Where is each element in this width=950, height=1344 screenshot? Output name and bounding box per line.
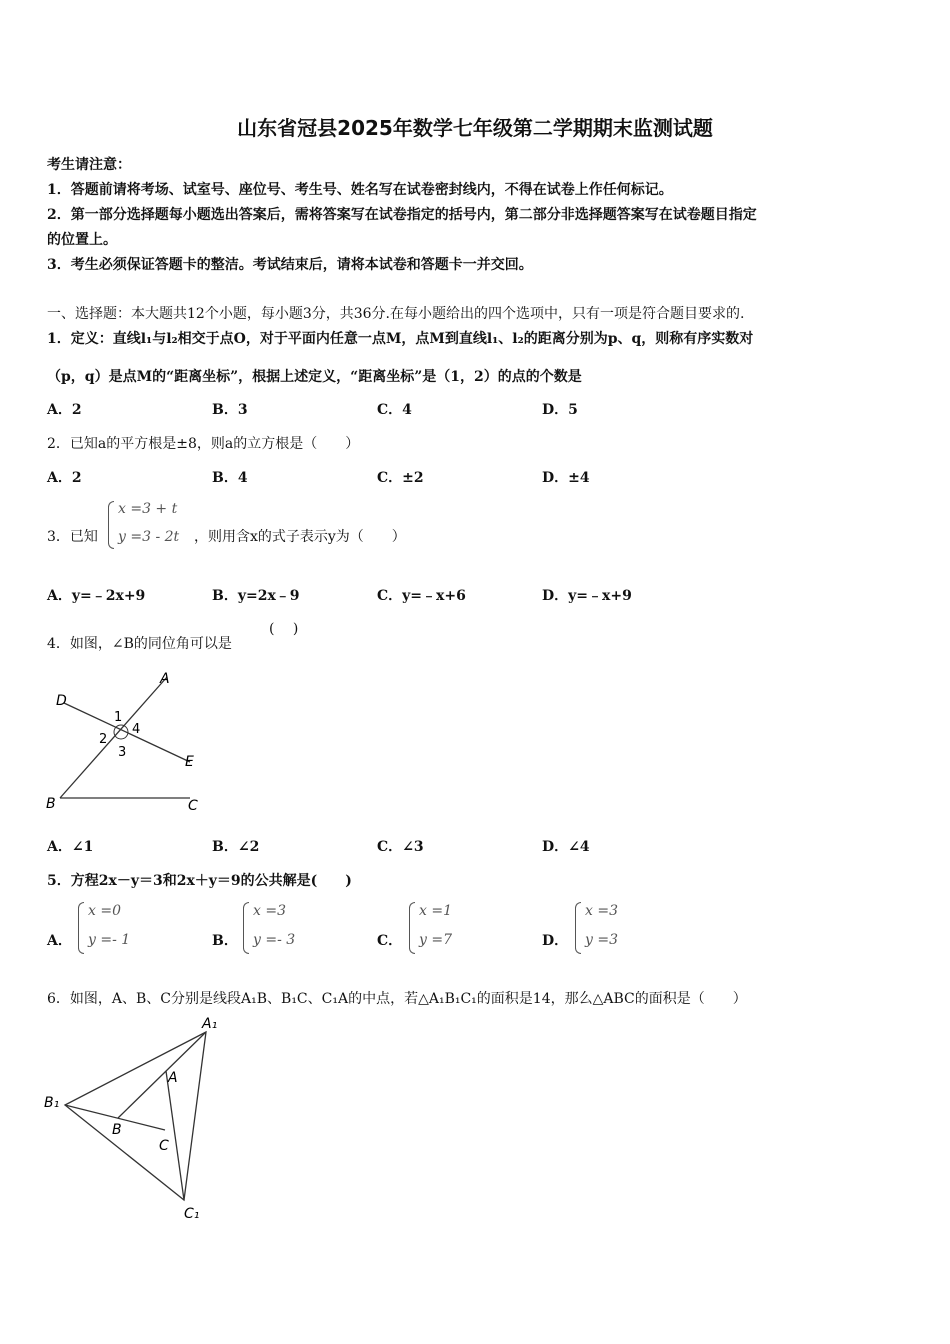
question-3-equation-system [108, 499, 188, 551]
line-ba [60, 677, 167, 798]
question-4-option-d: D．∠4 [542, 839, 590, 855]
brace-icon [409, 902, 415, 954]
equation-line: y =7 [419, 932, 452, 948]
brace-icon [108, 501, 114, 549]
figure-label: E [185, 754, 194, 770]
figure-label: C [159, 1138, 169, 1154]
question-5-option-a-system [78, 900, 158, 956]
question-5-option-c-system [409, 900, 489, 956]
question-1-option-c: C．4 [377, 402, 412, 418]
figure-label: 4 [132, 722, 141, 737]
brace-icon [78, 902, 84, 954]
question-4-option-b: B．∠2 [212, 839, 260, 855]
question-4-figure [40, 665, 220, 820]
question-1-option-d: D．5 [542, 402, 578, 418]
question-1-text: 1．定义：直线l₁与l₂相交于点O，对于平面内任意一点M，点M到直线l₁、l₂的距离分别为p、q，则称有序实数对 [47, 331, 754, 347]
figure-label: C [188, 798, 198, 814]
question-3-prefix: 3．已知 [47, 529, 98, 545]
equation-line: y =- 3 [253, 932, 296, 948]
notice-item: 3．考生必须保证答题卡的整洁。考试结束后，请将本试卷和答题卡一并交回。 [47, 257, 533, 273]
equation-line: x =0 [88, 903, 121, 919]
question-3-option-c: C．y=﹣x+6 [377, 588, 466, 604]
question-3-option-b: B．y=2x﹣9 [212, 588, 300, 604]
question-4-text: 4．如图，∠B的同位角可以是 [47, 636, 232, 652]
figure-label: B [46, 796, 56, 812]
figure-label: 1 [114, 710, 123, 725]
segment-c1a [166, 1071, 184, 1200]
question-2-text: 2．已知a的平方根是±8，则a的立方根是（ ） [47, 436, 360, 452]
question-6-figure [40, 1012, 240, 1227]
equation-line: y =- 1 [88, 932, 131, 948]
question-3-option-a: A．y=﹣2x+9 [47, 588, 146, 604]
equation-line: x =3 + t [118, 501, 178, 517]
notice-heading: 考生请注意： [47, 157, 131, 173]
question-2-option-d: D．±4 [542, 470, 590, 486]
figure-label: 3 [118, 745, 127, 760]
question-2-option-a: A．2 [47, 470, 82, 486]
question-5-option-b-label: B． [212, 933, 238, 949]
page-title: 山东省冠县2025年数学七年级第二学期期末监测试题 [237, 116, 713, 140]
figure-label: A [168, 1070, 178, 1086]
equation-line: x =1 [419, 903, 452, 919]
equation-line: y =3 - 2t [118, 529, 180, 545]
question-1-option-b: B．3 [212, 402, 248, 418]
notice-item: 2．第一部分选择题每小题选出答案后，需将答案写在试卷指定的括号内，第二部分非选择题答案写在试卷题目指定 [47, 207, 757, 223]
figure-label: A₁ [202, 1016, 218, 1032]
question-6-text: 6．如图，A、B、C分别是线段A₁B、B₁C、C₁A的中点，若△A₁B₁C₁的面积是14，那么△ABC的面积是（ ） [47, 991, 747, 1007]
line-de [64, 703, 190, 762]
equation-line: x =3 [585, 903, 618, 919]
question-3-option-d: D．y=﹣x+9 [542, 588, 632, 604]
question-4-paren: ( ) [269, 621, 299, 637]
figure-label: B [112, 1122, 122, 1138]
figure-label: A [160, 671, 170, 687]
brace-icon [243, 902, 249, 954]
equation-line: x =3 [253, 903, 286, 919]
question-1-text: （p，q）是点M的“距离坐标”，根据上述定义，“距离坐标”是（1，2）的点的个数是 [47, 369, 582, 385]
brace-icon [575, 902, 581, 954]
question-1-option-a: A．2 [47, 402, 82, 418]
question-5-option-a-label: A． [47, 933, 72, 949]
figure-label: C₁ [184, 1206, 200, 1222]
section-heading: 一、选择题：本大题共12个小题，每小题3分，共36分.在每小题给出的四个选项中，只有一项是符合题目要求的. [47, 306, 745, 322]
figure-label: 2 [99, 732, 108, 747]
question-5-option-d-label: D． [542, 933, 569, 949]
equation-line: y =3 [585, 932, 618, 948]
question-5-text: 5．方程2x－y＝3和2x＋y＝9的公共解是( ) [47, 873, 352, 889]
question-5-option-b-system [243, 900, 323, 956]
question-2-option-c: C．±2 [377, 470, 424, 486]
triangle-a1b1c1 [65, 1032, 206, 1200]
question-4-option-c: C．∠3 [377, 839, 424, 855]
question-2-option-b: B．4 [212, 470, 248, 486]
question-5-option-d-system [575, 900, 655, 956]
figure-label: D [56, 693, 67, 709]
question-3-suffix: ，则用含x的式子表示y为（ ） [194, 529, 406, 545]
figure-label: B₁ [44, 1095, 60, 1111]
notice-item: 的位置上。 [47, 232, 117, 248]
segment-a1b [118, 1032, 206, 1118]
notice-item: 1．答题前请将考场、试室号、座位号、考生号、姓名写在试卷密封线内，不得在试卷上作任何标记。 [47, 182, 673, 198]
question-4-option-a: A．∠1 [47, 839, 94, 855]
question-5-option-c-label: C． [377, 933, 403, 949]
